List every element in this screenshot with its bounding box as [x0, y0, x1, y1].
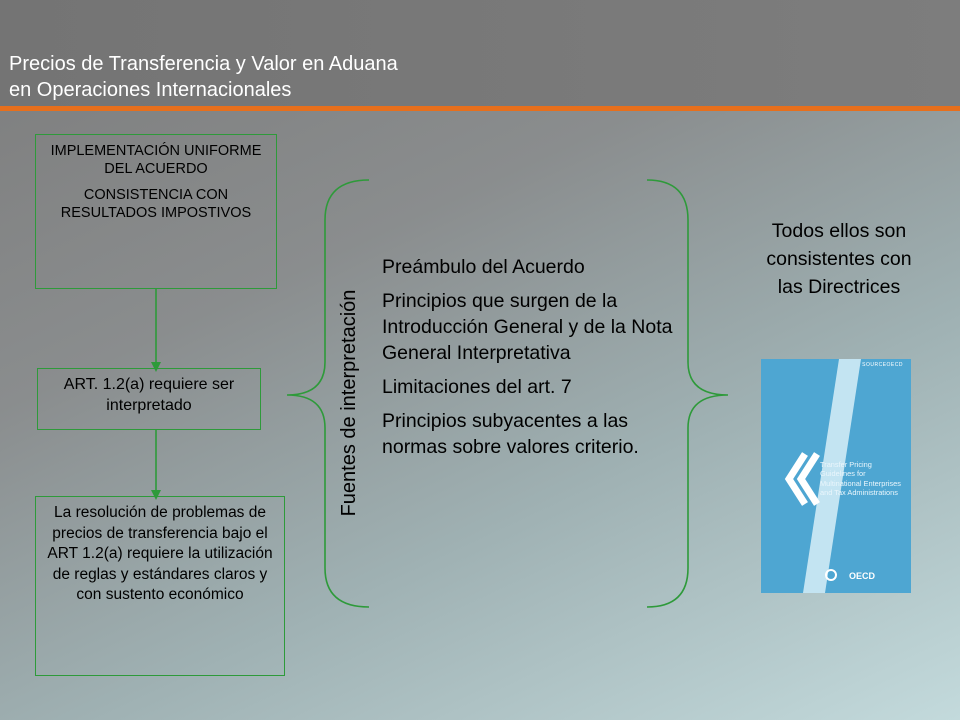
- cover-title: Transfer Pricing Guidelines for Multinational Enterprises and Tax Administrations: [820, 460, 901, 498]
- list-item: Preámbulo del Acuerdo: [382, 256, 585, 278]
- box-acuerdo-goals: [35, 134, 277, 289]
- list-item: Principios que surgen de la Introducción General y de la Nota General Interpretativa: [382, 290, 673, 364]
- slide-title-line-2: en Operaciones Internacionales: [9, 79, 292, 101]
- box-acuerdo-line-2: CONSISTENCIA CON RESULTADOS IMPOSTIVOS: [60, 187, 252, 221]
- box-art-requiere: [37, 368, 261, 430]
- box-resolucion-text: La resolución de problemas de precios de transferencia bajo el ART 1.2(a) requiere la utilización de reglas y estándares claros y con sustento económico: [47, 504, 273, 603]
- box-resolucion: [35, 496, 285, 676]
- conclusion-text: Todos ellos son consistentes con las Directrices: [766, 220, 912, 298]
- fuentes-vertical-label: Fuentes de interpretación: [338, 289, 360, 517]
- sources-list: [382, 254, 682, 468]
- box-art-text: ART. 1.2(a) requiere ser interpretado: [63, 376, 235, 414]
- cover-publisher: OECD: [849, 571, 876, 581]
- slide-title-line-1: Precios de Transferencia y Valor en Aduana: [9, 53, 398, 75]
- list-item: Limitaciones del art. 7: [382, 376, 572, 398]
- cover-badge: SOURCEOECD: [862, 362, 903, 368]
- oecd-guidelines-cover: [761, 359, 911, 593]
- list-item: Principios subyacentes a las normas sobre valores criterio.: [382, 410, 639, 458]
- box-acuerdo-line-1: IMPLEMENTACIÓN UNIFORME DEL ACUERDO: [50, 143, 262, 177]
